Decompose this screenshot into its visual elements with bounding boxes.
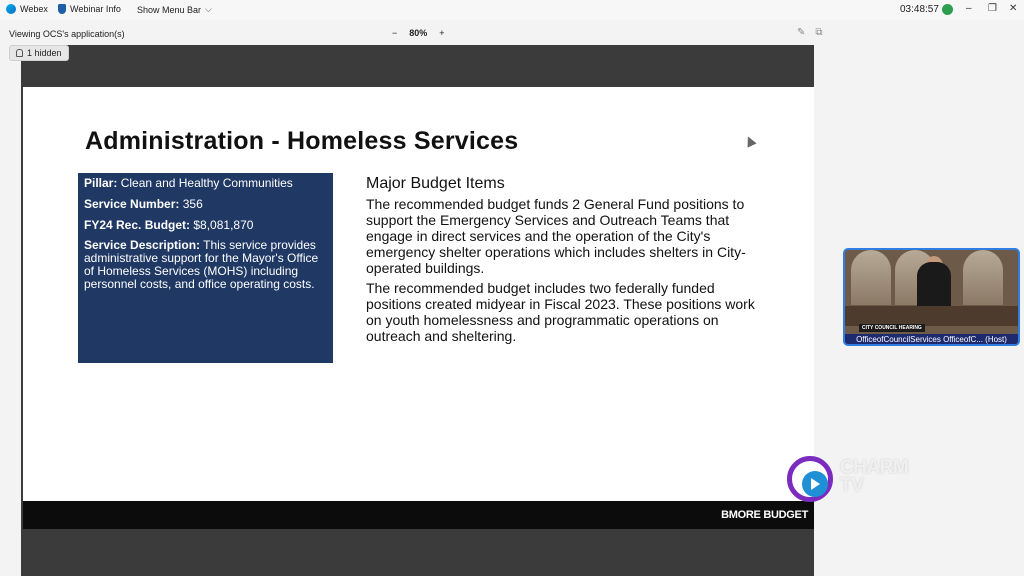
- share-bar: [0, 22, 1024, 42]
- webex-logo-icon: [6, 4, 16, 14]
- service-number-label: Service Number:: [84, 197, 180, 211]
- webex-menu[interactable]: [6, 4, 48, 14]
- slide-footer: [23, 501, 814, 529]
- presentation-slide: [23, 87, 814, 501]
- charm-tv-logo-icon: [787, 456, 833, 502]
- description-line: [84, 239, 327, 291]
- show-menu-bar-button[interactable]: [137, 4, 212, 15]
- budget-value: $8,081,870: [193, 218, 254, 232]
- charm-tv-line1: CHARM: [840, 457, 909, 478]
- pillar-value: Clean and Healthy Communities: [120, 176, 293, 190]
- show-menu-bar-label: Show Menu Bar: [137, 4, 202, 15]
- participant-video-thumbnail[interactable]: [843, 248, 1020, 346]
- charm-tv-text: [840, 459, 908, 495]
- description-value: This service provides administrative support for the Mayor's Office of Homeless Services (MOHS) including personnel costs, and office operating costs.: [84, 238, 319, 291]
- background-arch: [851, 250, 891, 305]
- annotate-icon[interactable]: ✎: [797, 27, 806, 38]
- share-tools: [797, 27, 823, 38]
- budget-paragraph-2: The recommended budget includes two federally funded positions created midyear in Fiscal 2023. These positions work on youth homelessness and programmatic operations on outreach and sheltering.: [366, 280, 755, 344]
- speaker-figure: [917, 262, 951, 310]
- participant-name-caption: OfficeofCouncilServices OfficeofC... (Host): [845, 334, 1018, 346]
- service-number-line: [84, 197, 327, 211]
- zoom-controls: [392, 28, 445, 38]
- background-arch: [963, 250, 1003, 305]
- chevron-down-icon: ⌵: [205, 4, 212, 14]
- service-info-box: [78, 173, 333, 363]
- hidden-participants-chip[interactable]: [9, 45, 69, 61]
- zoom-out-button[interactable]: −: [392, 28, 398, 38]
- hidden-count: 1 hidden: [27, 48, 62, 58]
- title-bar: [0, 0, 1024, 20]
- description-label: Service Description:: [84, 238, 201, 252]
- shield-icon: [58, 4, 66, 14]
- zoom-in-button[interactable]: +: [439, 28, 445, 38]
- person-icon: [16, 49, 23, 57]
- pillar-label: Pillar:: [84, 176, 118, 190]
- play-icon: [811, 478, 820, 490]
- desk: [845, 306, 1018, 326]
- major-budget-items: [366, 175, 766, 348]
- restore-button[interactable]: ❐: [988, 3, 997, 14]
- hearing-banner: CITY COUNCIL HEARING: [859, 324, 925, 332]
- service-number-value: 356: [182, 197, 203, 211]
- pillar-line: [84, 176, 327, 190]
- popout-icon[interactable]: ⧉: [815, 27, 823, 38]
- minimize-button[interactable]: –: [966, 3, 972, 14]
- budget-paragraph-1: The recommended budget funds 2 General Fund positions to support the Emergency Services and Outreach Teams that engage in direct services and the operation of the City's emergency shelter operations which includes shelters in City-operated buildings.: [366, 196, 746, 276]
- webinar-info-label: Webinar Info: [70, 4, 121, 14]
- major-budget-heading: Major Budget Items: [366, 175, 505, 192]
- webinar-info-button[interactable]: [58, 4, 121, 14]
- connection-status-icon: [942, 4, 953, 15]
- clock: 03:48:57: [900, 4, 939, 15]
- budget-line: [84, 218, 327, 232]
- budget-label: FY24 Rec. Budget:: [84, 218, 191, 232]
- charm-tv-watermark: [787, 456, 927, 508]
- zoom-level[interactable]: 80%: [409, 28, 428, 38]
- slide-title: Administration - Homeless Services: [85, 127, 519, 155]
- bmore-budget-logo: BMORE BUDGET: [721, 509, 808, 521]
- viewing-label: Viewing OCS's application(s): [9, 29, 125, 39]
- close-button[interactable]: ✕: [1009, 3, 1018, 14]
- charm-tv-line2: TV: [840, 475, 864, 496]
- app-name: Webex: [20, 4, 48, 14]
